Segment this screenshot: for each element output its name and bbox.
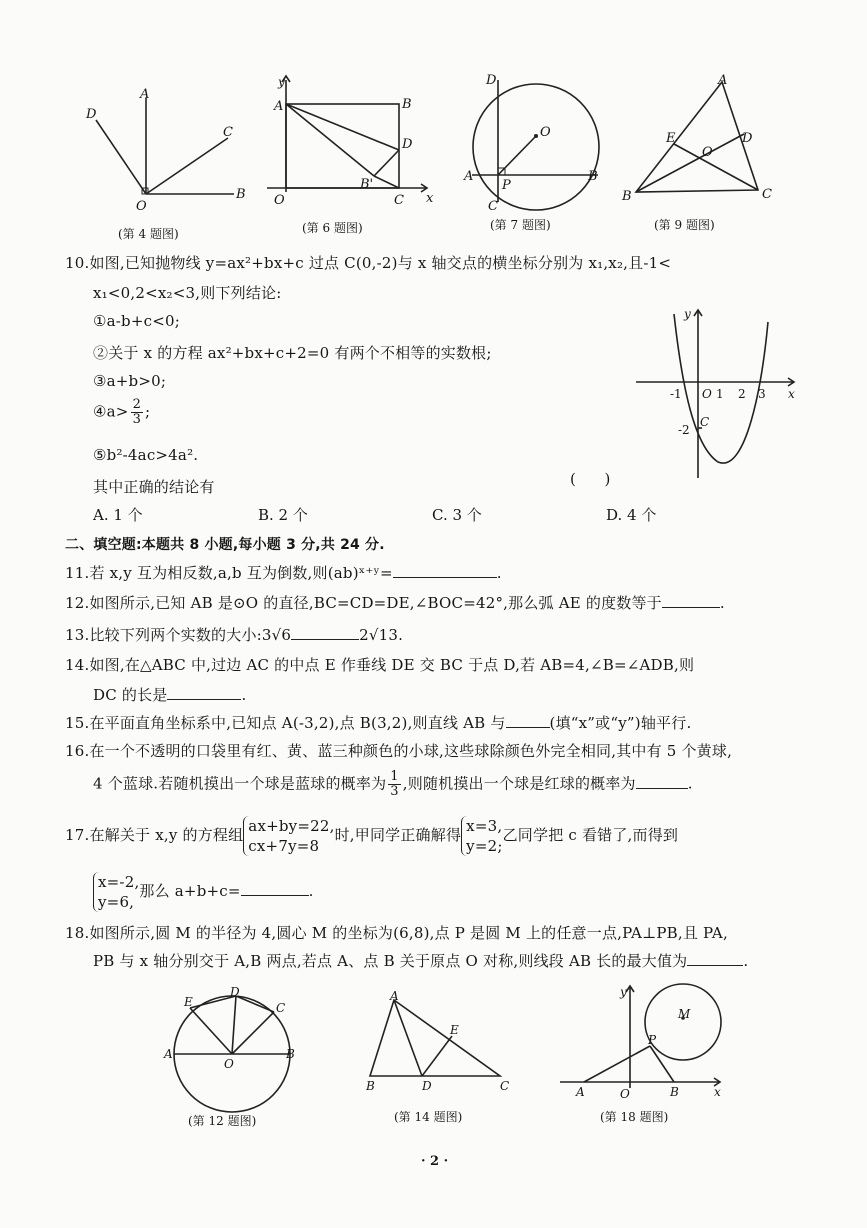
q10-option-c: C. 3 个 bbox=[432, 506, 482, 524]
svg-text:O: O bbox=[620, 1087, 630, 1101]
svg-text:O: O bbox=[702, 145, 713, 160]
q17-line2 bbox=[93, 872, 314, 912]
q17-prefix: 17.在解关于 x,y 的方程组 bbox=[65, 826, 244, 844]
fig6-caption: (第 6 题图) bbox=[302, 221, 363, 235]
svg-text:P: P bbox=[502, 178, 511, 193]
svg-text:C: C bbox=[488, 199, 498, 214]
svg-text:D: D bbox=[230, 985, 240, 999]
svg-text:C: C bbox=[276, 1001, 286, 1015]
page-number: · 2 · bbox=[421, 1154, 449, 1169]
q17-eq2: cx+7y=8 bbox=[248, 837, 320, 855]
q10-line1: 10.如图,已知抛物线 y=ax²+bx+c 过点 C(0,-2)与 x 轴交点的横坐标分别为 x₁,x₂,且-1< bbox=[65, 254, 672, 272]
svg-text:x: x bbox=[714, 1085, 721, 1099]
q14-line2-text: DC 的长是 bbox=[93, 686, 168, 704]
q13-blank[interactable] bbox=[291, 625, 359, 640]
svg-text:3: 3 bbox=[758, 387, 766, 401]
svg-text:B: B bbox=[236, 187, 246, 202]
q17-s2: y=2; bbox=[466, 837, 503, 855]
svg-text:A: A bbox=[464, 169, 474, 184]
svg-text:D: D bbox=[422, 1079, 432, 1093]
svg-text:B: B bbox=[286, 1047, 295, 1061]
q10-conclusion-2: ②关于 x 的方程 ax²+bx+c+2=0 有两个不相等的实数根; bbox=[93, 344, 492, 362]
q18-blank[interactable] bbox=[687, 951, 743, 966]
figure-14 bbox=[360, 990, 510, 1100]
svg-text:B: B bbox=[588, 169, 598, 184]
q18-end: . bbox=[743, 952, 749, 970]
svg-text:A: A bbox=[576, 1085, 585, 1099]
q12-blank[interactable] bbox=[662, 593, 720, 608]
q10-option-d: D. 4 个 bbox=[606, 506, 657, 524]
svg-text:B: B bbox=[622, 189, 632, 204]
q10-c4-prefix: ④a> bbox=[93, 402, 129, 421]
svg-text:2: 2 bbox=[738, 387, 746, 401]
figure-7 bbox=[458, 72, 608, 212]
svg-text:O: O bbox=[274, 193, 285, 208]
q17-w1: x=-2, bbox=[98, 873, 140, 891]
q10-conclusion-3: ③a+b>0; bbox=[93, 372, 167, 390]
svg-text:C: C bbox=[762, 187, 772, 202]
q15-end: (填“x”或“y”)轴平行. bbox=[549, 714, 692, 732]
q16-end: . bbox=[687, 774, 693, 793]
svg-text:A: A bbox=[164, 1047, 173, 1061]
q17-correct-solution bbox=[461, 816, 502, 856]
q18-line2-text: PB 与 x 轴分别交于 A,B 两点,若点 A、点 B 关于原点 O 对称,则线段 AB 长的最大值为 bbox=[93, 952, 688, 970]
q15-text: 15.在平面直角坐标系中,已知点 A(-3,2),点 B(3,2),则直线 AB 与 bbox=[65, 714, 506, 732]
q17-w2: y=6, bbox=[98, 893, 135, 911]
q18-line1: 18.如图所示,圆 M 的半径为 4,圆心 M 的坐标为(6,8),点 P 是圆 M 上的任意一点,PA⊥PB,且 PA, bbox=[65, 924, 728, 942]
q10-option-a: A. 1 个 bbox=[93, 506, 143, 524]
q12-end: . bbox=[719, 594, 725, 612]
svg-text:1: 1 bbox=[716, 387, 724, 401]
svg-text:D: D bbox=[402, 137, 413, 152]
q17-mid: 时,甲同学正确解得 bbox=[334, 826, 462, 844]
svg-text:O: O bbox=[702, 387, 712, 401]
q10-conclusion-1: ①a-b+c<0; bbox=[93, 312, 180, 330]
svg-text:O: O bbox=[224, 1057, 234, 1071]
svg-text:E: E bbox=[666, 131, 676, 146]
q13-mid: 2√13 bbox=[359, 626, 399, 644]
fig18-caption: (第 18 题图) bbox=[600, 1110, 669, 1124]
q14-line1: 14.如图,在△ABC 中,过边 AC 的中点 E 作垂线 DE 交 BC 于点 D,若 AB=4,∠B=∠ADB,则 bbox=[65, 656, 695, 674]
q14-blank[interactable] bbox=[167, 685, 241, 700]
svg-text:E: E bbox=[184, 995, 193, 1009]
q10-conclusion-4 bbox=[93, 398, 150, 427]
svg-text:x: x bbox=[788, 387, 795, 401]
svg-text:O: O bbox=[540, 125, 551, 140]
svg-text:M: M bbox=[678, 1007, 691, 1021]
q17-eq1: ax+by=22, bbox=[248, 817, 335, 835]
figure-12 bbox=[162, 984, 322, 1114]
svg-text:B: B bbox=[670, 1085, 679, 1099]
svg-text:x: x bbox=[426, 191, 434, 206]
q10-answer-paren: ( ) bbox=[570, 470, 611, 488]
q11-end: . bbox=[496, 564, 502, 582]
q17-wrong-solution bbox=[93, 872, 139, 912]
figure-4 bbox=[78, 78, 268, 218]
q12 bbox=[65, 592, 725, 613]
q16-line2 bbox=[93, 770, 693, 799]
q10-c4-suffix: ; bbox=[145, 402, 151, 421]
q16-frac-den: 3 bbox=[390, 784, 399, 799]
fig4-caption: (第 4 题图) bbox=[118, 227, 179, 241]
q17-end: . bbox=[308, 882, 314, 900]
svg-text:D: D bbox=[486, 73, 497, 88]
q17-ask: 那么 a+b+c= bbox=[139, 882, 241, 900]
q10-conclusion-5: ⑤b²-4ac>4a². bbox=[93, 446, 199, 464]
svg-text:A: A bbox=[140, 87, 150, 102]
svg-text:B': B' bbox=[360, 177, 374, 192]
q17-blank[interactable] bbox=[241, 881, 309, 896]
q17-tail: 乙同学把 c 看错了,而得到 bbox=[502, 826, 679, 844]
q15 bbox=[65, 712, 691, 733]
fig12-caption: (第 12 题图) bbox=[188, 1114, 257, 1128]
svg-text:B: B bbox=[402, 97, 412, 112]
q11-blank[interactable] bbox=[393, 563, 497, 578]
q11 bbox=[65, 562, 502, 583]
svg-text:A: A bbox=[718, 73, 728, 88]
q16-frac-num: 1 bbox=[390, 769, 399, 784]
q14-end: . bbox=[241, 686, 247, 704]
q16-line2a: 4 个蓝球.若随机摸出一个球是蓝球的概率为 bbox=[93, 774, 387, 793]
svg-text:A: A bbox=[390, 989, 399, 1003]
svg-text:-1: -1 bbox=[670, 387, 682, 401]
q15-blank[interactable] bbox=[506, 713, 550, 728]
svg-text:A: A bbox=[274, 99, 284, 114]
fig9-caption: (第 9 题图) bbox=[654, 218, 715, 232]
svg-text:-2: -2 bbox=[678, 423, 690, 437]
q17-s1: x=3, bbox=[466, 817, 503, 835]
section-2-heading: 二、填空题:本题共 8 小题,每小题 3 分,共 24 分. bbox=[65, 537, 385, 553]
svg-text:O: O bbox=[136, 199, 147, 214]
q10-c4-den: 3 bbox=[132, 412, 142, 427]
figure-9 bbox=[618, 72, 788, 212]
svg-text:P: P bbox=[648, 1033, 657, 1047]
svg-text:y: y bbox=[684, 307, 691, 321]
fig14-caption: (第 14 题图) bbox=[394, 1110, 463, 1124]
svg-text:D: D bbox=[742, 131, 753, 146]
svg-text:C: C bbox=[500, 1079, 510, 1093]
fig7-caption: (第 7 题图) bbox=[490, 218, 551, 232]
q10-line2: x₁<0,2<x₂<3,则下列结论: bbox=[93, 284, 282, 302]
q11-text: 11.若 x,y 互为相反数,a,b 互为倒数,则(ab)ˣ⁺ʸ= bbox=[65, 564, 393, 582]
q10-c4-num: 2 bbox=[132, 397, 142, 412]
q18-line2 bbox=[93, 950, 748, 971]
q10-option-b: B. 2 个 bbox=[258, 506, 308, 524]
svg-text:y: y bbox=[620, 985, 627, 999]
q16-blank[interactable] bbox=[636, 774, 688, 789]
q10-ask: 其中正确的结论有 bbox=[93, 478, 215, 496]
figure-18 bbox=[560, 974, 730, 1104]
q17-line1 bbox=[65, 816, 678, 856]
q13-end: . bbox=[398, 626, 404, 644]
figure-6 bbox=[262, 72, 442, 212]
q14-line2 bbox=[93, 684, 246, 705]
q13 bbox=[65, 624, 403, 645]
svg-text:D: D bbox=[86, 107, 97, 122]
q12-text: 12.如图所示,已知 AB 是⊙O 的直径,BC=CD=DE,∠BOC=42°,那么弧 AE 的度数等于 bbox=[65, 594, 662, 612]
svg-text:B: B bbox=[366, 1079, 375, 1093]
svg-text:C: C bbox=[700, 415, 710, 429]
svg-text:E: E bbox=[450, 1023, 459, 1037]
svg-text:C: C bbox=[223, 125, 233, 140]
svg-text:C: C bbox=[394, 193, 404, 208]
figure-10-parabola bbox=[636, 306, 806, 496]
q13-text: 13.比较下列两个实数的大小:3√6 bbox=[65, 626, 292, 644]
q16-line1: 16.在一个不透明的口袋里有红、黄、蓝三种颜色的小球,这些球除颜色外完全相同,其中有 5 个黄球, bbox=[65, 742, 733, 760]
q16-line2b: ,则随机摸出一个球是红球的概率为 bbox=[402, 774, 636, 793]
q17-system bbox=[243, 816, 334, 856]
svg-text:y: y bbox=[278, 75, 285, 89]
